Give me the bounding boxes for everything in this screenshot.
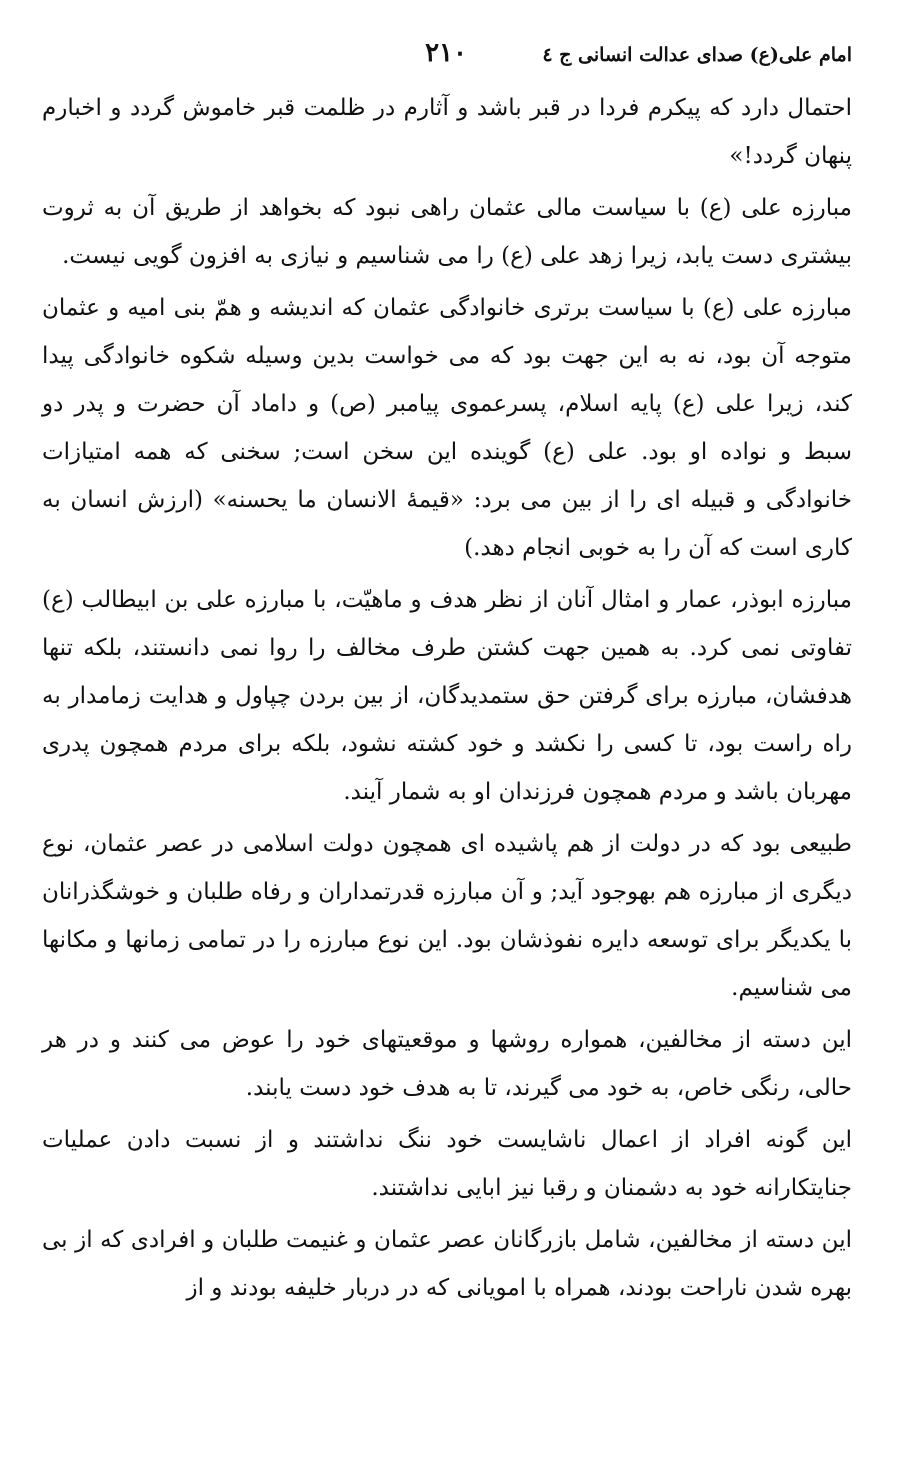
page-header xyxy=(40,38,852,74)
paragraph: این گونه افراد از اعمال ناشایست خود ننگ نداشتند و از نسبت دادن عملیات جنایتکارانه خود به دشمنان و رقبا نیز ابایی نداشتند. xyxy=(42,1127,852,1201)
paragraph: مبارزه ابوذر، عمار و امثال آنان از نظر هدف و ماهیّت، با مبارزه علی بن ابیطالب (ع) تفاوتی نمی کرد. به همین جهت کشتن طرف مخالف را روا نمی دانستند، بلکه تنها هدفشان، مبارزه برای گرفتن حق ستمدیدگان، از بین بردن چپاول و هدایت زمامدار به راه راست بود، تا کسی را نکشد و خود کشته نشود، بلکه برای مردم همچون پدری مهربان باشد و مردم همچون فرزندان او به شمار آیند. xyxy=(42,587,852,805)
body-text xyxy=(42,84,852,1316)
page-number: ٢١٠ xyxy=(425,38,467,68)
running-title: امام علی(ع) صدای عدالت انسانی ج ٤ xyxy=(542,44,852,66)
paragraph: مبارزه علی (ع) با سیاست برتری خانوادگی عثمان که اندیشه و همّ بنی امیه و عثمان متوجه آن بود، نه به این جهت بود که می خواست بدین وسیله شکوه خانوادگی پیدا کند، زیرا علی (ع) پایه اسلام، پسرعموی پیامبر (ص) و داماد آن حضرت و پدر دو سبط و نواده او بود. علی (ع) گوینده این سخن است; سخنی که همه امتیازات خانوادگی و قبیله ای را از بین می برد: «قیمهٔ الانسان ما یحسنه» (ارزش انسان به کاری است که آن را به خوبی انجام دهد.) xyxy=(42,295,853,561)
paragraph: این دسته از مخالفین، شامل بازرگانان عصر عثمان و غنیمت طلبان و افرادی که از بی بهره شدن ناراحت بودند، همراه با امویانی که در دربار خلیفه بودند و از xyxy=(42,1227,852,1301)
paragraph: احتمال دارد که پیکرم فردا در قبر باشد و آثارم در ظلمت قبر خاموش گردد و اخبارم پنهان گردد!» xyxy=(42,95,852,169)
paragraph: طبیعی بود که در دولت از هم پاشیده ای همچون دولت اسلامی در عصر عثمان، نوع دیگری از مبارزه هم بهوجود آید; و آن مبارزه قدرتمداران و رفاه طلبان و خوشگذرانان با یکدیگر برای توسعه دایره نفوذشان بود. این نوع مبارزه را در تمامی زمانها و مکانها می شناسیم. xyxy=(42,831,852,1001)
paragraph: این دسته از مخالفین، همواره روشها و موقعیتهای خود را عوض می کنند و در هر حالی، رنگی خاص، به خود می گیرند، تا به هدف خود دست یابند. xyxy=(42,1027,852,1101)
paragraph: مبارزه علی (ع) با سیاست مالی عثمان راهی نبود که بخواهد از طریق آن به ثروت بیشتری دست یابد، زیرا زهد علی (ع) را می شناسیم و نیازی به افزون گویی نیست. xyxy=(42,195,852,269)
